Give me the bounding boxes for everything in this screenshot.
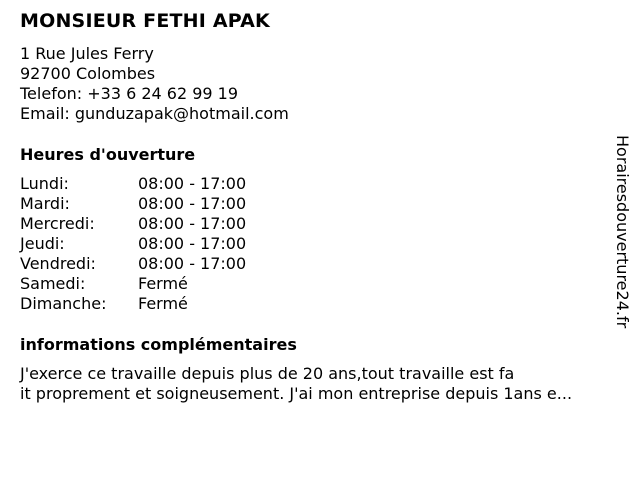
info-line: J'exerce ce travaille depuis plus de 20 ans,tout travaille est fa	[20, 364, 515, 383]
time-value: 08:00 - 17:00	[138, 194, 247, 213]
hours-row-tuesday	[20, 194, 320, 214]
contact-block	[20, 44, 289, 124]
day-label: Dimanche:	[20, 294, 107, 313]
time-value: 08:00 - 17:00	[138, 234, 247, 253]
info-heading: informations complémentaires	[20, 335, 297, 354]
day-label: Jeudi:	[20, 234, 65, 253]
day-label: Lundi:	[20, 174, 69, 193]
hours-row-sunday	[20, 294, 320, 314]
address-street: 1 Rue Jules Ferry	[20, 44, 154, 63]
info-description	[20, 364, 572, 404]
hours-row-thursday	[20, 234, 320, 254]
time-value: 08:00 - 17:00	[138, 254, 247, 273]
hours-heading: Heures d'ouverture	[20, 145, 196, 164]
day-label: Mardi:	[20, 194, 70, 213]
info-line: it proprement et soigneusement. J'ai mon entreprise depuis 1ans e...	[20, 384, 573, 403]
time-value: Fermé	[138, 294, 188, 313]
hours-row-wednesday	[20, 214, 320, 234]
day-label: Samedi:	[20, 274, 86, 293]
time-value: 08:00 - 17:00	[138, 214, 247, 233]
phone-line: Telefon: +33 6 24 62 99 19	[20, 84, 239, 103]
time-value: Fermé	[138, 274, 188, 293]
business-name: MONSIEUR FETHI APAK	[20, 10, 270, 32]
site-watermark: Horairesdouverture24.fr	[613, 135, 632, 329]
hours-row-saturday	[20, 274, 320, 294]
hours-table	[20, 174, 320, 314]
day-label: Mercredi:	[20, 214, 95, 233]
hours-row-monday	[20, 174, 320, 194]
email-line: Email: gunduzapak@hotmail.com	[20, 104, 289, 123]
hours-row-friday	[20, 254, 320, 274]
time-value: 08:00 - 17:00	[138, 174, 247, 193]
day-label: Vendredi:	[20, 254, 96, 273]
address-city: 92700 Colombes	[20, 64, 156, 83]
